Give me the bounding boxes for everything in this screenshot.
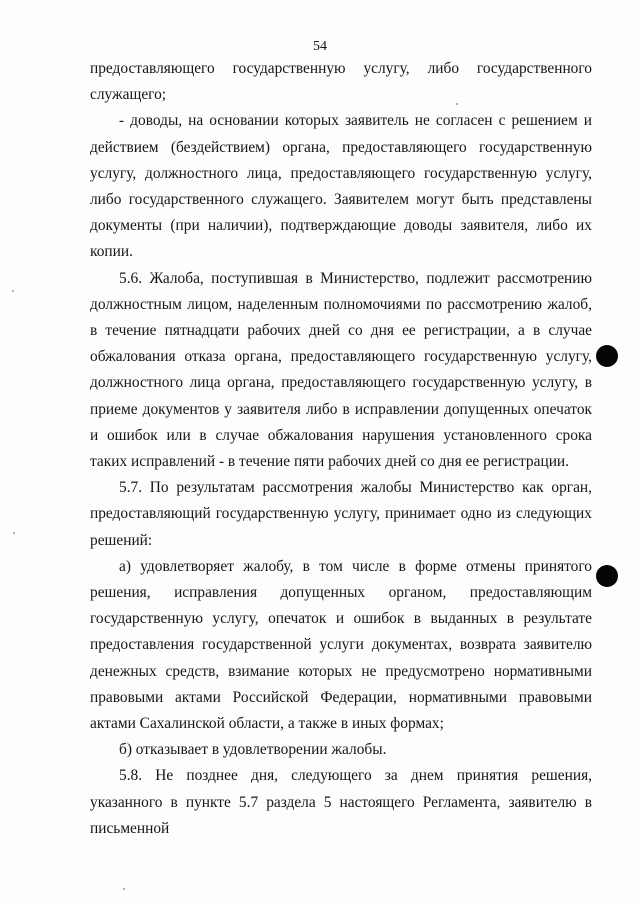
scan-speck: [13, 532, 15, 534]
paragraph-5: а) удовлетворяет жалобу, в том числе в форме отмены принятого решения, исправления допущенных органом, предоставляющим государственную услугу, опечаток и ошибок в выданных в результате предоставления государственной услуги документах, возврата заявителю денежных средств, взимание которых не предусмотрено нормативными правовыми актами Российской Федерации, нормативными правовыми актами Сахалинской области, а также в иных формах;: [90, 557, 592, 733]
document-body: [90, 56, 592, 842]
page-number: 54: [313, 39, 327, 54]
scan-speck: [12, 290, 14, 292]
paragraph-7: 5.8. Не позднее дня, следующего за днем принятия решения, указанного в пункте 5.7 раздела 5 настоящего Регламента, заявителю в письменной: [90, 767, 592, 837]
paragraph-3: 5.6. Жалоба, поступившая в Министерство, подлежит рассмотрению должностным лицом, наделенным полномочиями по рассмотрению жалоб, в течение пятнадцати рабочих дней со дня ее регистрации, а в случае обжалования отказа органа, предоставляющего государственную услугу, должностного лица органа, предоставляющего государственную услугу, в приеме документов у заявителя либо в исправлении допущенных опечаток и ошибок или в случае обжалования нарушения установленного срока таких исправлений - в течение пяти рабочих дней со дня ее регистрации.: [90, 269, 592, 471]
scan-speck: [456, 103, 458, 105]
punch-hole-upper: [596, 345, 618, 367]
punch-hole-lower: [596, 565, 618, 587]
scan-speck: [123, 888, 125, 890]
paragraph-4: 5.7. По результатам рассмотрения жалобы Министерство как орган, предоставляющий государственную услугу, принимает одно из следующих решений:: [90, 479, 592, 549]
paragraph-1: предоставляющего государственную услугу, либо государственного служащего;: [90, 60, 592, 104]
paragraph-2: - доводы, на основании которых заявитель не согласен с решением и действием (бездействием) органа, предоставляющего государственную услугу, должностного лица, предоставляющего государственную услугу, либо государственного служащего. Заявителем могут быть представлены документы (при наличии), подтверждающие доводы заявителя, либо их копии.: [90, 112, 592, 261]
paragraph-6: б) отказывает в удовлетворении жалобы.: [119, 741, 387, 759]
